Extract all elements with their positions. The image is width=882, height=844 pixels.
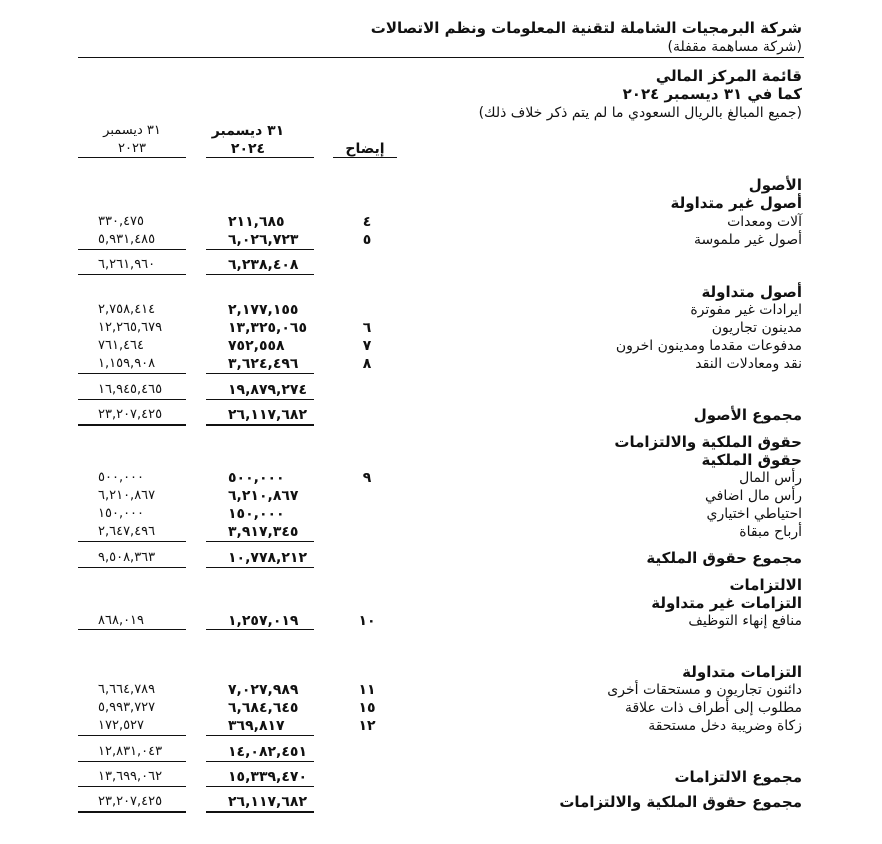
equity-liabilities-heading: حقوق الملكية والالتزامات — [614, 433, 802, 451]
row-value-2023: ٥٠٠,٠٠٠ — [98, 470, 145, 485]
total-liabilities-2024: ١٥,٣٣٩,٤٧٠ — [228, 769, 307, 785]
row-label: ايرادات غير مفوترة — [690, 302, 802, 318]
row-note: ٩ — [362, 470, 372, 486]
rule — [78, 786, 186, 787]
row-value-2024: ٣,٦٢٤,٤٩٦ — [228, 356, 299, 372]
total-equity-2024: ١٠,٧٧٨,٢١٢ — [228, 550, 307, 566]
rule — [206, 735, 314, 736]
row-label: رأس المال — [739, 470, 802, 486]
row-value-2023: ١,١٥٩,٩٠٨ — [98, 356, 156, 371]
total-assets-2023: ٢٣,٢٠٧,٤٢٥ — [98, 407, 163, 422]
note-header-underline — [333, 157, 397, 158]
rule — [206, 274, 314, 275]
rule — [78, 249, 186, 250]
row-value-2024: ٣٦٩,٨١٧ — [228, 718, 285, 734]
header-divider — [78, 57, 804, 58]
total-equity-liabilities-label: مجموع حقوق الملكية والالتزامات — [559, 793, 802, 811]
col-2023-header-underline — [78, 157, 186, 158]
current-liabilities-total-2024: ١٤,٠٨٢,٤٥١ — [228, 744, 307, 760]
row-value-2024: ٦,٦٨٤,٦٤٥ — [228, 700, 299, 716]
total-liabilities-2023: ١٣,٦٩٩,٠٦٢ — [98, 769, 163, 784]
row-value-2023: ٢,٦٤٧,٤٩٦ — [98, 524, 156, 539]
row-value-2024: ٧٥٢,٥٥٨ — [228, 338, 285, 354]
rule — [206, 567, 314, 568]
rule — [206, 373, 314, 374]
row-note: ١٢ — [358, 718, 376, 734]
row-value-2024: ٧,٠٢٧,٩٨٩ — [228, 682, 299, 698]
row-label: أرباح مبقاة — [739, 524, 802, 540]
row-label: نقد ومعادلات النقد — [695, 356, 802, 372]
statement-currency-note: (جميع المبالغ بالريال السعودي ما لم يتم ذكر خلاف ذلك) — [478, 105, 802, 121]
row-value-2024: ٢١١,٦٨٥ — [228, 214, 285, 230]
rule — [78, 424, 186, 426]
equity-heading: حقوق الملكية — [701, 451, 802, 469]
current-liabilities-heading: التزامات متداولة — [682, 663, 802, 681]
row-value-2023: ٨٦٨,٠١٩ — [98, 613, 145, 628]
row-value-2023: ١٢,٢٦٥,٦٧٩ — [98, 320, 163, 335]
current-assets-total-2023: ١٦,٩٤٥,٤٦٥ — [98, 382, 163, 397]
row-note: ٥ — [362, 232, 372, 248]
row-value-2023: ٦,٢١٠,٨٦٧ — [98, 488, 156, 503]
col-2024-header-line1: ٣١ ديسمبر — [211, 123, 285, 139]
rule — [206, 629, 314, 630]
row-value-2023: ٧٦١,٤٦٤ — [98, 338, 145, 353]
company-name: شركة البرمجيات الشاملة لتقنية المعلومات ونظم الاتصالات — [370, 19, 802, 37]
noncurrent-liabilities-heading: التزامات غير متداولة — [651, 594, 802, 612]
row-label: دائنون تجاريون و مستحقات أخرى — [607, 682, 802, 698]
row-label: مدفوعات مقدما ومدينون اخرون — [615, 338, 802, 354]
row-label: أصول غير ملموسة — [693, 232, 802, 248]
row-label: آلات ومعدات — [727, 214, 802, 230]
row-note: ٧ — [362, 338, 372, 354]
total-equity-label: مجموع حقوق الملكية — [646, 549, 802, 567]
col-2023-header-line1: ٣١ ديسمبر — [103, 123, 161, 138]
total-assets-2024: ٢٦,١١٧,٦٨٢ — [228, 407, 307, 423]
row-value-2023: ٢,٧٥٨,٤١٤ — [98, 302, 156, 317]
row-label: منافع إنهاء التوظيف — [688, 613, 802, 629]
row-note: ٤ — [362, 214, 372, 230]
total-liabilities-label: مجموع الالتزامات — [674, 768, 802, 786]
total-equity-2023: ٩,٥٠٨,٣٦٣ — [98, 550, 156, 565]
current-liabilities-total-2023: ١٢,٨٣١,٠٤٣ — [98, 744, 163, 759]
row-value-2024: ٦,٠٢٦,٧٢٣ — [228, 232, 299, 248]
noncurrent-assets-total-2023: ٦,٢٦١,٩٦٠ — [98, 257, 156, 272]
row-value-2024: ٢,١٧٧,١٥٥ — [228, 302, 299, 318]
row-note: ١٥ — [358, 700, 376, 716]
rule — [78, 399, 186, 400]
rule — [78, 567, 186, 568]
row-value-2024: ٦,٢١٠,٨٦٧ — [228, 488, 299, 504]
col-2024-header-underline — [206, 157, 314, 158]
assets-heading: الأصول — [748, 176, 802, 194]
row-label: احتياطي اختياري — [706, 506, 802, 522]
noncurrent-assets-total-2024: ٦,٢٣٨,٤٠٨ — [228, 257, 299, 273]
current-assets-total-2024: ١٩,٨٧٩,٢٧٤ — [228, 382, 307, 398]
col-2023-header-line2: ٢٠٢٣ — [118, 141, 146, 156]
row-value-2023: ٥,٩٣١,٤٨٥ — [98, 232, 156, 247]
total-equity-liabilities-2023: ٢٣,٢٠٧,٤٢٥ — [98, 794, 163, 809]
row-value-2023: ٦,٦٦٤,٧٨٩ — [98, 682, 156, 697]
rule — [78, 274, 186, 275]
row-value-2024: ٣,٩١٧,٣٤٥ — [228, 524, 299, 540]
row-note: ١١ — [358, 682, 376, 698]
rule — [206, 399, 314, 400]
total-assets-label: مجموع الأصول — [693, 406, 802, 424]
rule — [78, 629, 186, 630]
rule — [78, 735, 186, 736]
row-label: رأس مال اضافي — [705, 488, 802, 504]
rule — [206, 249, 314, 250]
row-value-2024: ١,٢٥٧,٠١٩ — [228, 613, 299, 629]
rule — [206, 541, 314, 542]
col-2024-header-line2: ٢٠٢٤ — [230, 141, 266, 157]
rule — [206, 761, 314, 762]
statement-title: قائمة المركز المالي — [655, 67, 802, 85]
rule — [206, 424, 314, 426]
rule — [78, 541, 186, 542]
row-value-2023: ١٧٢,٥٢٧ — [98, 718, 145, 733]
row-value-2024: ٥٠٠,٠٠٠ — [228, 470, 285, 486]
rule — [206, 786, 314, 787]
total-equity-liabilities-2024: ٢٦,١١٧,٦٨٢ — [228, 794, 307, 810]
row-value-2024: ١٣,٣٢٥,٠٦٥ — [228, 320, 307, 336]
rule — [78, 373, 186, 374]
row-note: ٦ — [362, 320, 372, 336]
row-note: ٨ — [362, 356, 372, 372]
current-assets-heading: أصول متداولة — [701, 283, 802, 301]
rule — [78, 761, 186, 762]
row-label: مطلوب إلى أطراف ذات علاقة — [624, 700, 802, 716]
note-column-header: إيضاح — [345, 141, 385, 157]
row-value-2023: ٥,٩٩٣,٧٢٧ — [98, 700, 156, 715]
rule — [206, 811, 314, 813]
noncurrent-assets-heading: أصول غير متداولة — [670, 194, 802, 212]
rule — [78, 811, 186, 813]
row-value-2024: ١٥٠,٠٠٠ — [228, 506, 285, 522]
row-label: مدينون تجاريون — [711, 320, 802, 336]
company-type: (شركة مساهمة مقفلة) — [667, 39, 802, 55]
row-label: زكاة وضريبة دخل مستحقة — [648, 718, 802, 734]
statement-date: كما في ٣١ ديسمبر ٢٠٢٤ — [622, 85, 802, 103]
row-value-2023: ١٥٠,٠٠٠ — [98, 506, 145, 521]
row-note: ١٠ — [358, 613, 376, 629]
liabilities-heading: الالتزامات — [729, 576, 802, 594]
row-value-2023: ٣٣٠,٤٧٥ — [98, 214, 145, 229]
